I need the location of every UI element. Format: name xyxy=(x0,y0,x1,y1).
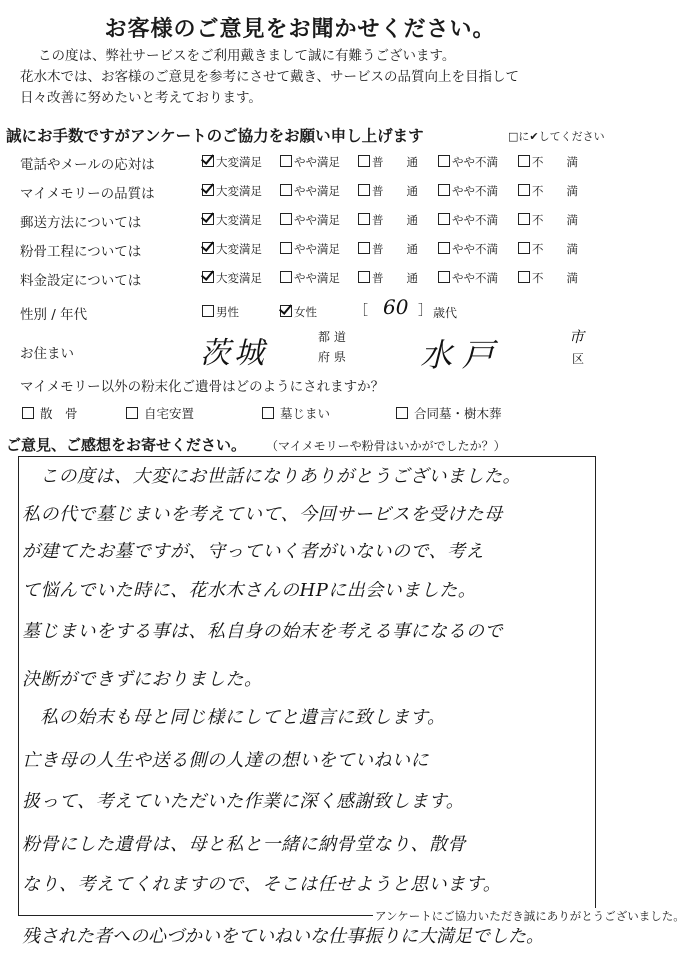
rating-option[interactable] xyxy=(280,154,340,170)
city-value[interactable]: 水戸 xyxy=(420,336,505,374)
rating-option-label: 普 通 xyxy=(372,184,418,198)
rating-option[interactable] xyxy=(280,241,340,257)
prefecture-value[interactable]: 茨城 xyxy=(200,336,268,371)
prefecture-suffix-bottom: 府 県 xyxy=(318,350,346,364)
rating-option-label: 大変満足 xyxy=(216,184,262,198)
rating-option[interactable] xyxy=(358,241,418,257)
rating-option[interactable] xyxy=(518,154,578,170)
gender-male-label: 男性 xyxy=(216,305,239,319)
rating-option[interactable] xyxy=(202,183,262,199)
question-label: 粉骨工程については xyxy=(20,244,142,260)
gender-age-label: 性別 / 年代 xyxy=(20,307,88,323)
rating-option-label: 不 満 xyxy=(532,271,578,285)
remains-scatter-checkbox[interactable] xyxy=(22,407,34,419)
rating-option[interactable] xyxy=(358,183,418,199)
rating-option-label: 不 満 xyxy=(532,184,578,198)
rating-option-label: やや不満 xyxy=(452,184,498,198)
rating-checkbox[interactable] xyxy=(358,213,370,225)
rating-option[interactable] xyxy=(518,212,578,228)
rating-option[interactable] xyxy=(202,212,262,228)
intro-line-3: 日々改善に努めたいと考えております。 xyxy=(20,90,262,106)
rating-option-label: やや満足 xyxy=(294,155,340,169)
comment-line: て悩んでいた時に、花水木さんのHPに出会いました。 xyxy=(22,580,477,601)
rating-option-label: やや不満 xyxy=(452,213,498,227)
remains-scatter-label: 散 骨 xyxy=(39,406,78,421)
comment-line: 決断ができずにおりました。 xyxy=(22,669,263,690)
rating-option[interactable] xyxy=(518,270,578,286)
remains-grave-closure-label: 墓じまい xyxy=(279,406,330,421)
age-value[interactable]: 60 xyxy=(383,295,409,319)
question-label: 料金設定については xyxy=(20,273,142,289)
remains-joint-grave-checkbox[interactable] xyxy=(396,407,408,419)
remains-option-scatter[interactable] xyxy=(22,404,78,422)
rating-checkbox[interactable] xyxy=(358,184,370,196)
rating-option[interactable] xyxy=(438,241,498,257)
comment-line: 私の代で墓じまいを考えていて、今回サービスを受けた母 xyxy=(22,504,503,525)
rating-option-label: 不 満 xyxy=(532,155,578,169)
rating-checkbox[interactable] xyxy=(280,271,292,283)
rating-checkbox[interactable] xyxy=(202,242,214,254)
comment-line: 亡き母の人生や送る側の人達の想いをていねいに xyxy=(22,750,429,771)
address-label: お住まい xyxy=(20,346,74,362)
rating-option[interactable] xyxy=(438,154,498,170)
survey-request: 誠にお手数ですがアンケートのご協力をお願い申し上げます xyxy=(6,127,424,145)
rating-checkbox[interactable] xyxy=(280,155,292,167)
rating-option-label: やや満足 xyxy=(294,242,340,256)
rating-option[interactable] xyxy=(280,212,340,228)
gender-female-option[interactable] xyxy=(280,304,317,320)
rating-option-label: 不 満 xyxy=(532,242,578,256)
rating-option[interactable] xyxy=(438,270,498,286)
remains-option-home[interactable] xyxy=(126,404,194,422)
rating-option-label: やや不満 xyxy=(452,155,498,169)
rating-checkbox[interactable] xyxy=(518,155,530,167)
rating-option[interactable] xyxy=(518,183,578,199)
remains-grave-closure-checkbox[interactable] xyxy=(262,407,274,419)
rating-option[interactable] xyxy=(438,212,498,228)
comment-line: 私の始末も母と同じ様にしてと遺言に致します。 xyxy=(40,707,446,728)
rating-option[interactable] xyxy=(202,270,262,286)
rating-checkbox[interactable] xyxy=(358,155,370,167)
rating-option-label: 大変満足 xyxy=(216,213,262,227)
rating-option-label: 大変満足 xyxy=(216,155,262,169)
gender-male-option[interactable] xyxy=(202,304,239,320)
thanks-message: アンケートにご協力いただき誠にありがとうございました。 xyxy=(375,909,685,923)
form-title: お客様のご意見をお聞かせください。 xyxy=(104,17,496,42)
rating-option[interactable] xyxy=(280,270,340,286)
remains-joint-grave-label: 合同墓・樹木葬 xyxy=(413,406,502,421)
rating-option-label: 不 満 xyxy=(532,213,578,227)
rating-checkbox[interactable] xyxy=(280,213,292,225)
remains-home-checkbox[interactable] xyxy=(126,407,138,419)
remains-option-joint-grave[interactable] xyxy=(396,404,502,422)
check-instruction: □に✔してください xyxy=(508,130,605,143)
rating-checkbox[interactable] xyxy=(438,271,450,283)
rating-checkbox[interactable] xyxy=(518,184,530,196)
rating-option-label: 普 通 xyxy=(372,271,418,285)
remains-home-label: 自宅安置 xyxy=(143,406,194,421)
rating-option-label: 普 通 xyxy=(372,242,418,256)
comment-line: この度は、大変にお世話になりありがとうございました。 xyxy=(40,466,521,487)
rating-checkbox[interactable] xyxy=(358,242,370,254)
comment-line: 残された者への心づかいをていねいな仕事振りに大満足でした。 xyxy=(22,926,544,947)
comment-line: 墓じまいをする事は、私自身の始末を考える事になるので xyxy=(22,621,503,642)
rating-checkbox[interactable] xyxy=(280,184,292,196)
rating-option-label: やや不満 xyxy=(452,242,498,256)
comments-heading: ご意見、ご感想をお寄せください。 xyxy=(6,436,247,454)
rating-checkbox[interactable] xyxy=(438,242,450,254)
remains-question: マイメモリー以外の粉末化ご遺骨はどのようにされますか？ xyxy=(20,379,385,395)
question-label: 郵送方法については xyxy=(20,215,142,231)
rating-option-label: やや満足 xyxy=(294,184,340,198)
rating-checkbox[interactable] xyxy=(438,155,450,167)
intro-line-1: この度は、弊社サービスをご利用戴きまして誠に有難うございます。 xyxy=(38,48,456,64)
gender-male-checkbox[interactable] xyxy=(202,305,214,317)
rating-option[interactable] xyxy=(202,154,262,170)
rating-checkbox[interactable] xyxy=(438,184,450,196)
gender-female-checkbox[interactable] xyxy=(280,305,292,317)
rating-checkbox[interactable] xyxy=(358,271,370,283)
gender-female-label: 女性 xyxy=(294,305,317,319)
rating-option[interactable] xyxy=(202,241,262,257)
rating-checkbox[interactable] xyxy=(202,155,214,167)
rating-checkbox[interactable] xyxy=(202,271,214,283)
question-label: マイメモリーの品質は xyxy=(20,186,155,202)
rating-option-label: やや満足 xyxy=(294,213,340,227)
rating-option-label: 大変満足 xyxy=(216,242,262,256)
rating-option[interactable] xyxy=(280,183,340,199)
comments-heading-note: （マイメモリーや粉骨はいかがでしたか？） xyxy=(266,439,506,453)
rating-option-label: やや不満 xyxy=(452,271,498,285)
rating-checkbox[interactable] xyxy=(280,242,292,254)
age-unit: 歳代 xyxy=(433,306,458,320)
rating-checkbox[interactable] xyxy=(438,213,450,225)
rating-option[interactable] xyxy=(358,154,418,170)
rating-option[interactable] xyxy=(438,183,498,199)
rating-option-label: 普 通 xyxy=(372,213,418,227)
rating-option-label: 大変満足 xyxy=(216,271,262,285)
rating-checkbox[interactable] xyxy=(518,271,530,283)
rating-checkbox[interactable] xyxy=(518,213,530,225)
comment-line: なり、考えてくれますので、そこは任せようと思います。 xyxy=(22,874,502,895)
rating-option[interactable] xyxy=(358,270,418,286)
rating-option[interactable] xyxy=(518,241,578,257)
prefecture-suffix-top: 都 道 xyxy=(318,330,346,344)
rating-option[interactable] xyxy=(358,212,418,228)
comment-line: が建てたお墓ですが、守っていく者がいないので、考え xyxy=(22,541,485,562)
rating-checkbox[interactable] xyxy=(202,213,214,225)
rating-checkbox[interactable] xyxy=(202,184,214,196)
age-bracket-open: ［ xyxy=(354,303,368,319)
age-bracket-close: ］ xyxy=(418,303,432,319)
rating-option-label: 普 通 xyxy=(372,155,418,169)
remains-option-grave-closure[interactable] xyxy=(262,404,330,422)
rating-option-label: やや満足 xyxy=(294,271,340,285)
city-suffix-top: 市 xyxy=(569,328,585,346)
intro-line-2: 花水木では、お客様のご意見を参考にさせて戴き、サービスの品質向上を目指して xyxy=(20,69,519,85)
comment-line: 扱って、考えていただいた作業に深く感謝致します。 xyxy=(22,791,465,812)
question-label: 電話やメールの応対は xyxy=(20,157,155,173)
comment-line: 粉骨にした遺骨は、母と私と一緒に納骨堂なり、散骨 xyxy=(22,834,466,855)
city-suffix-bottom: 区 xyxy=(572,352,585,366)
rating-checkbox[interactable] xyxy=(518,242,530,254)
